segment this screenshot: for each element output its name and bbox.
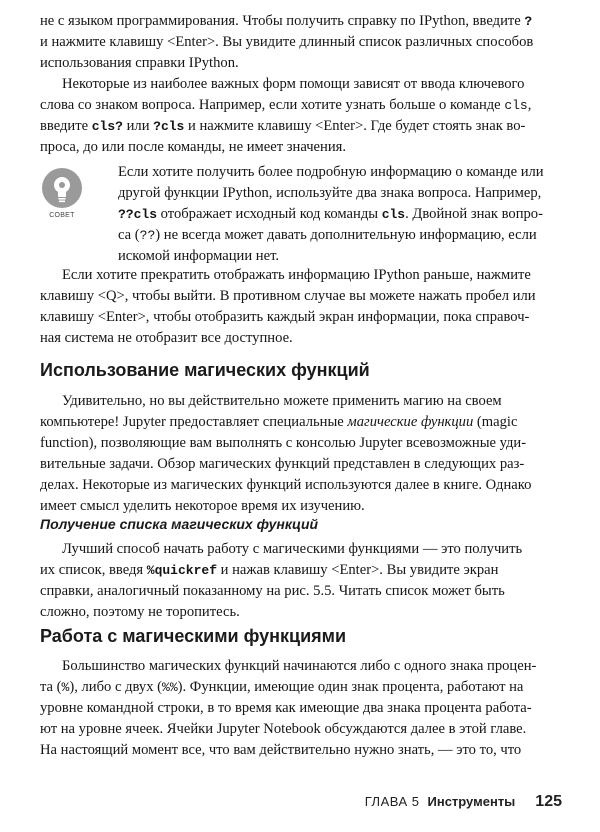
paragraph: Если хотите прекратить отображать информацию IPython раньше, нажмите клавишу <Q>, чтобы выйти. В противном случае вы можете нажать пробел или клавишу <Enter>, чтобы отобразить каждый экран информации, пока справоч- ная система не отобразит все доступное.: [40, 267, 536, 346]
inline-code: %%: [162, 680, 178, 695]
paragraph: Некоторые из наиболее важных форм помощи зависят от ввода ключевого слова со знаком вопроса. Например, если хотите узнать больше о команде cls, введите cls? или ?cls и нажмите клавишу <Enter>. Где будет стоять знак во- проса, до или после команды, не имеет значения.: [40, 76, 532, 155]
inline-code: ?: [524, 14, 533, 29]
tip-label: СОВЕТ: [49, 212, 75, 219]
page-number: 125: [535, 793, 562, 810]
inline-code: ?cls: [153, 119, 185, 134]
paragraph: Удивительно, но вы действительно можете применить магию на своем компьютере! Jupyter предоставляет специальные магические функции (magic function), позволяющие вам выполнять с консолью Jupyter всевозможные уди- вительные задачи. Обзор магических функций представлен в следующих раз- делах. Некоторые из магических функций используются далее в книге. Однако имеет смысл уделить некоторое время их изучению.: [40, 393, 532, 514]
paragraph: Большинство магических функций начинаются либо с одного знака процен- та (%), либо с двух (%%). Функции, имеющие один знак процента, работают на уровне командной строки, в то время как имеющие два знака процента работа- ют на уровне ячеек. Ячейки Jupyter Notebook обсуждаются далее в этой главе. На настоящий момент все, что вам действительно нужно знать, — это то, что: [40, 658, 537, 758]
paragraph: не с языком программирования. Чтобы получить справку по IPython, введите ? и нажмите клавишу <Enter>. Вы увидите длинный список различных способов использования справки IPython.: [40, 13, 534, 71]
inline-code: cls: [381, 207, 406, 222]
inline-code: ??: [139, 228, 156, 243]
inline-code: cls?: [91, 119, 123, 134]
inline-code: %quickref: [146, 563, 217, 578]
chapter-title: Инструменты: [427, 794, 516, 809]
paragraph: Лучший способ начать работу с магическими функциями — это получить их список, введя %quickref и нажав клавишу <Enter>. Вы увидите экран справки, аналогичный показанному на рис. 5.5. Читать список может быть сложно, поэтому не торопитесь.: [40, 541, 523, 620]
emphasis: магические функции: [347, 414, 474, 430]
inline-code: %: [61, 680, 70, 695]
subsection-heading: Получение списка магических функций: [40, 516, 319, 532]
section-heading: Использование магических функций: [40, 360, 370, 380]
chapter-label: ГЛАВА 5: [364, 794, 420, 809]
tip-text: Если хотите получить более подробную информацию о команде или другой функции IPython, используйте два знака вопроса. Например, ??cls отображает исходный код команды cls. Двойной знак вопро- са (??) не всегда может давать дополнительную информацию, если искомой информации нет.: [118, 164, 544, 264]
inline-code: cls: [504, 98, 528, 113]
inline-code: ??cls: [118, 207, 158, 222]
section-heading: Работа с магическими функциями: [40, 626, 347, 646]
page-footer: [365, 793, 562, 811]
